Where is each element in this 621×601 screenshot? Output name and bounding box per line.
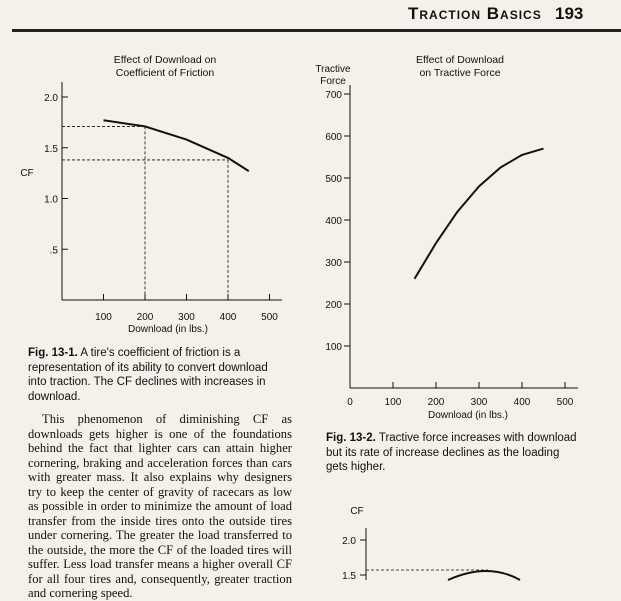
figure-1-title: Effect of Download on Coefficient of Friction [113,54,217,79]
figure-2-y-axis-label-line-2: Force [320,76,346,87]
figure-2-caption-label: Fig. 13-2. [326,432,376,444]
figure-3-y-tick-label: 2.0 [342,536,356,547]
figure-2-x-tick-label: 100 [384,397,402,408]
figure-2-y-tick-label: 700 [325,90,342,101]
figure-2-y-tick-label: 200 [325,300,342,311]
running-header-title: Traction Basics [408,4,542,23]
figure-1-caption-label: Fig. 13-1. [28,347,78,359]
figure-2-caption-text: Tractive force increases with download but its rate of increase declines as the loading gets higher. [326,432,577,473]
figure-1-x-tick-label: 200 [136,312,154,323]
figure-2-x-axis-label: Download (in lbs.) [427,410,509,421]
figure-1-x-tick-label: 400 [219,312,237,323]
figure-2-title: Effect of Download on Tractive Force [416,54,504,79]
figure-2-x-tick-label: 500 [556,397,574,408]
figure-3-series-line [448,571,520,580]
figure-2-y-tick-label: 300 [325,258,342,269]
figure-3-y-axis-label: CF [350,506,364,517]
figure-1-x-tick-label: 500 [261,312,278,323]
figure-2-x-tick-label: 400 [513,397,531,408]
figure-2-x-tick-label: 200 [427,397,445,408]
figure-1-y-tick-label: .5 [49,245,58,257]
figure-2-x-tick-label: 0 [347,397,353,408]
figure-2-y-tick-label: 100 [325,342,342,353]
page-number: 193 [555,4,584,23]
figure-1-y-tick-label: 1.0 [44,194,58,206]
figure-2-y-tick-label: 500 [325,174,342,185]
figure-1-y-tick-label: 2.0 [44,93,58,104]
figure-1-y-tick-label: 1.5 [44,143,58,155]
figure-1-x-axis-label: Download (in lbs.) [127,324,209,335]
figure-2-y-tick-label: 400 [325,216,342,227]
body-paragraph: This phenomenon of diminishing CF as downloads gets higher is one of the foundations behind the fact that lighter cars can attain higher cornering, braking and acceleration forces than cars with greater mass. It also explains why designers try to keep the center of gravity of racecars as low as possible in order to minimize the amount of load transfer from the inside tires onto the outside tires under cornering. The greater the load transferred to the outside, the more the CF of the loaded tires will suffer. Less load transfer means a higher overall CF for all four tires and, consequently, greater traction and cornering speed. [28,412,292,600]
figure-3-y-tick-label: 1.5 [342,571,356,582]
figure-1-x-tick-label: 300 [178,312,195,323]
figure-2-y-tick-label: 600 [325,132,342,143]
figure-1-caption-text: A tire's coefficient of friction is a representation of its ability to convert download into traction. The CF declines with increases in download. [28,347,268,403]
figure-1-y-axis-label: CF [20,168,34,179]
figure-2-y-axis-label-line-1: Tractive [315,64,351,75]
figure-1-x-tick-label: 100 [95,312,112,323]
figure-2-x-tick-label: 300 [470,397,488,408]
